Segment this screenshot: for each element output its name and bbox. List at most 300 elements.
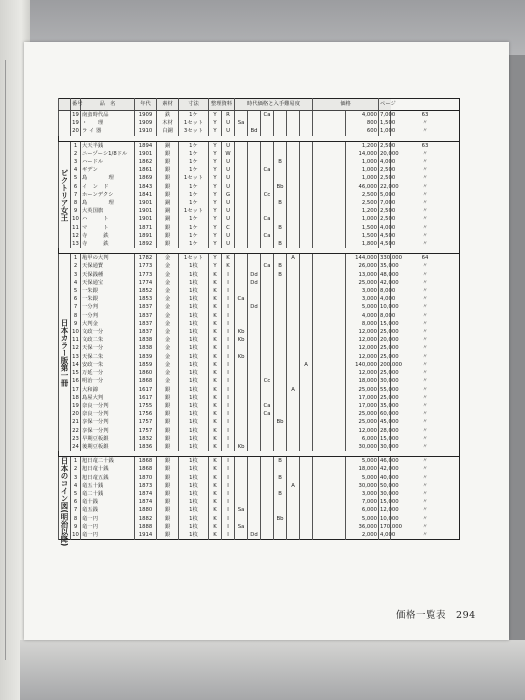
- table-cell: [261, 312, 274, 320]
- table-cell: 銀: [157, 418, 179, 426]
- table-cell: 1ケ: [179, 215, 209, 223]
- table-row: [59, 344, 460, 352]
- table-cell: [274, 232, 287, 240]
- table-cell: 銀: [157, 457, 179, 466]
- table-cell: U: [222, 215, 235, 223]
- table-cell: 1837: [135, 328, 157, 336]
- table-row: [59, 377, 460, 385]
- table-cell: 55,000: [380, 386, 399, 393]
- table-cell: I: [222, 427, 235, 435]
- table-cell: 金: [157, 287, 179, 295]
- table-cell: K: [209, 320, 222, 328]
- table-cell: 銀: [157, 394, 179, 402]
- table-cell: 一分判: [81, 303, 135, 311]
- table-cell: 1枚: [179, 482, 209, 490]
- table-cell: I: [222, 303, 235, 311]
- table-cell: 銀: [157, 166, 179, 174]
- table-cell: K: [209, 279, 222, 287]
- table-cell: 26,000: [346, 262, 379, 270]
- table-cell: [261, 240, 274, 248]
- table-cell: B: [274, 199, 287, 207]
- table-cell: 63: [391, 141, 460, 150]
- table-cell: Ca: [261, 166, 274, 174]
- table-cell: [261, 320, 274, 328]
- table-cell: 〃: [391, 303, 460, 311]
- table-cell: [300, 457, 313, 466]
- table-cell: Kb: [235, 443, 248, 451]
- table-cell: K: [209, 498, 222, 506]
- table-cell: [287, 240, 300, 248]
- table-cell: K: [209, 344, 222, 352]
- table-cell: 25,000: [380, 394, 399, 401]
- table-cell: 銀: [157, 465, 179, 473]
- table-cell: 42,000: [380, 466, 399, 473]
- table-cell: 文政一分: [81, 328, 135, 336]
- table-cell: 1901: [135, 199, 157, 207]
- table-cell: 17: [72, 386, 79, 393]
- table-cell: 20,000: [380, 337, 399, 344]
- table-cell: [261, 141, 274, 150]
- table-cell: [274, 465, 287, 473]
- table-cell: [313, 320, 346, 328]
- table-cell: [287, 506, 300, 514]
- table-cell: [248, 427, 261, 435]
- table-row: [59, 515, 460, 523]
- table-cell: [248, 150, 261, 158]
- table-row: [59, 336, 460, 344]
- table-cell: 奈良一分判: [81, 402, 135, 410]
- table-row: [59, 262, 460, 270]
- table-cell: 1839: [135, 353, 157, 361]
- table-cell: 1枚: [179, 279, 209, 287]
- table-cell: [235, 262, 248, 270]
- table-cell: 〃: [391, 435, 460, 443]
- table-cell: 23: [72, 435, 79, 442]
- table-cell: [287, 111, 300, 120]
- table-cell: [300, 224, 313, 232]
- table-cell: 享保一分判: [81, 427, 135, 435]
- table-cell: 40,000: [380, 474, 399, 481]
- table-cell: [235, 386, 248, 394]
- table-row: [59, 183, 460, 191]
- table-cell: [261, 523, 274, 531]
- table-cell: 1ケ: [179, 224, 209, 232]
- table-cell: 18,000: [346, 465, 379, 473]
- table-cell: 1870: [135, 474, 157, 482]
- table-cell: [274, 410, 287, 418]
- table-cell: 3: [71, 271, 81, 279]
- table-cell: 〃: [391, 353, 460, 361]
- table-cell: 9: [71, 320, 81, 328]
- table-cell: [313, 174, 346, 182]
- table-cell: 11: [72, 224, 79, 231]
- table-cell: 1871: [135, 224, 157, 232]
- table-row: [59, 150, 460, 158]
- table-cell: [261, 506, 274, 514]
- table-cell: 1枚: [179, 271, 209, 279]
- table-cell: [261, 174, 274, 182]
- table-cell: Ca: [261, 232, 274, 240]
- table-cell: 1,000: [380, 128, 396, 135]
- table-cell: 6,000: [346, 506, 379, 514]
- table-cell: [261, 158, 274, 166]
- table-cell: [313, 336, 346, 344]
- table-row: [59, 427, 460, 435]
- table-cell: 〃: [391, 224, 460, 232]
- table-cell: [248, 506, 261, 514]
- table-cell: 1枚: [179, 465, 209, 473]
- table-cell: 22: [72, 427, 79, 434]
- table-cell: 1,000: [346, 158, 379, 166]
- table-cell: Dd: [248, 271, 261, 279]
- table-cell: [248, 320, 261, 328]
- table-cell: [287, 369, 300, 377]
- table-cell: [235, 254, 248, 263]
- table-cell: 30,000: [380, 443, 399, 450]
- table-cell: A: [287, 482, 300, 490]
- table-cell: [300, 174, 313, 182]
- table-cell: [261, 271, 274, 279]
- table-cell: [313, 427, 346, 435]
- table-cell: I: [222, 361, 235, 369]
- table-cell: 亀甲の大判: [81, 254, 135, 263]
- table-cell: 1909: [135, 119, 157, 127]
- table-cell: Bb: [274, 515, 287, 523]
- table-cell: ハ ト: [81, 215, 135, 223]
- table-cell: I: [222, 287, 235, 295]
- table-cell: I: [222, 295, 235, 303]
- table-cell: 2: [71, 150, 81, 158]
- table-cell: 1837: [135, 320, 157, 328]
- table-cell: 1862: [135, 158, 157, 166]
- table-cell: 銀: [157, 174, 179, 182]
- table-row: [59, 232, 460, 240]
- table-cell: 1セット: [179, 207, 209, 215]
- table-header-row: [59, 99, 460, 111]
- table-cell: [248, 457, 261, 466]
- table-cell: [287, 119, 300, 127]
- table-cell: 5: [71, 174, 81, 182]
- table-cell: [261, 531, 274, 540]
- table-cell: [248, 111, 261, 120]
- table-cell: 3,000: [346, 287, 379, 295]
- table-cell: 7: [71, 506, 81, 514]
- table-cell: ハードル: [81, 158, 135, 166]
- table-cell: [235, 531, 248, 540]
- table-cell: [287, 158, 300, 166]
- table-cell: 1ケ: [179, 191, 209, 199]
- table-cell: K: [209, 312, 222, 320]
- table-cell: 旭日竜十銭: [81, 465, 135, 473]
- table-cell: 1617: [135, 394, 157, 402]
- table-cell: 4,500: [380, 241, 396, 248]
- table-cell: [300, 490, 313, 498]
- table-cell: 1セット: [179, 174, 209, 182]
- table-cell: 13,000: [346, 271, 379, 279]
- table-cell: Y: [209, 166, 222, 174]
- table-cell: [287, 279, 300, 287]
- table-cell: 12,000: [380, 507, 399, 514]
- table-cell: 4,000: [346, 312, 379, 320]
- table-cell: [300, 254, 313, 263]
- table-cell: 金: [157, 312, 179, 320]
- table-cell: [287, 199, 300, 207]
- table-cell: [274, 506, 287, 514]
- table-cell: 竜一円: [81, 531, 135, 540]
- table-cell: K: [209, 443, 222, 451]
- table-cell: [248, 353, 261, 361]
- table-cell: [235, 312, 248, 320]
- table-cell: 1841: [135, 191, 157, 199]
- table-cell: [300, 443, 313, 451]
- table-row: [59, 386, 460, 394]
- table-cell: 〃: [391, 386, 460, 394]
- table-cell: [300, 394, 313, 402]
- table-cell: 1782: [135, 254, 157, 263]
- table-cell: [274, 531, 287, 540]
- table-cell: 1枚: [179, 506, 209, 514]
- table-cell: 1ケ: [179, 183, 209, 191]
- table-cell: 1859: [135, 361, 157, 369]
- table-cell: 1枚: [179, 498, 209, 506]
- table-cell: [248, 498, 261, 506]
- table-cell: 17,000: [346, 402, 379, 410]
- table-cell: 1ケ: [179, 150, 209, 158]
- table-cell: [287, 523, 300, 531]
- table-cell: [235, 435, 248, 443]
- table-cell: 18,000: [346, 377, 379, 385]
- table-cell: 銀: [157, 443, 179, 451]
- table-cell: 島 理: [81, 199, 135, 207]
- table-cell: 大天半銭: [81, 141, 135, 150]
- table-cell: 金: [157, 344, 179, 352]
- table-row: [59, 141, 460, 150]
- table-cell: 銀: [157, 531, 179, 540]
- table-cell: [248, 465, 261, 473]
- table-cell: 25,000: [346, 410, 379, 418]
- table-cell: [287, 150, 300, 158]
- table-cell: [235, 166, 248, 174]
- table-cell: [300, 199, 313, 207]
- table-cell: [261, 344, 274, 352]
- table-cell: 安政一朱: [81, 361, 135, 369]
- table-cell: [274, 320, 287, 328]
- table-cell: Y: [209, 111, 222, 120]
- table-cell: 8,000: [346, 320, 379, 328]
- table-cell: [235, 482, 248, 490]
- table-cell: 鉄: [157, 111, 179, 120]
- table-cell: K: [209, 377, 222, 385]
- table-cell: 10: [72, 531, 79, 538]
- table-cell: 46,000: [380, 458, 399, 465]
- table-cell: 〃: [391, 482, 460, 490]
- table-cell: [274, 215, 287, 223]
- table-cell: 5: [71, 287, 81, 295]
- table-cell: 3,000: [346, 490, 379, 498]
- table-cell: 〃: [391, 402, 460, 410]
- table-cell: 〃: [391, 328, 460, 336]
- table-cell: [313, 465, 346, 473]
- table-cell: [235, 361, 248, 369]
- table-cell: [300, 295, 313, 303]
- table-cell: [300, 377, 313, 385]
- table-cell: I: [222, 523, 235, 531]
- table-cell: 1枚: [179, 402, 209, 410]
- table-cell: K: [209, 427, 222, 435]
- table-cell: [300, 435, 313, 443]
- table-cell: 8,000: [380, 312, 396, 319]
- table-cell: 1枚: [179, 353, 209, 361]
- table-row: [59, 506, 460, 514]
- table-cell: [300, 344, 313, 352]
- table-cell: 奈良一分判: [81, 410, 135, 418]
- table-cell: 15,000: [380, 320, 399, 327]
- table-cell: 〃: [391, 498, 460, 506]
- table-cell: 1,500: [380, 120, 396, 127]
- table-cell: A: [287, 386, 300, 394]
- table-cell: 1868: [135, 377, 157, 385]
- table-cell: [287, 474, 300, 482]
- table-cell: 8: [71, 312, 81, 320]
- table-row: [59, 271, 460, 279]
- table-cell: [287, 402, 300, 410]
- table-cell: [235, 377, 248, 385]
- table-row: [59, 174, 460, 182]
- table-cell: [248, 174, 261, 182]
- table-cell: 13: [72, 241, 79, 248]
- table-cell: [313, 287, 346, 295]
- table-cell: 10,000: [380, 304, 399, 311]
- table-cell: 天保通寳: [81, 262, 135, 270]
- table-cell: [274, 127, 287, 135]
- table-cell: [248, 141, 261, 150]
- table-cell: 12,000: [346, 328, 379, 336]
- table-cell: 5,000: [346, 457, 379, 466]
- table-cell: [248, 418, 261, 426]
- table-cell: Bd: [248, 127, 261, 135]
- table-cell: 2,500: [346, 191, 379, 199]
- table-cell: 8,000: [380, 288, 396, 295]
- table-cell: [287, 457, 300, 466]
- table-cell: 46,000: [346, 183, 379, 191]
- table-cell: 1774: [135, 279, 157, 287]
- table-cell: [287, 215, 300, 223]
- table-cell: [300, 141, 313, 150]
- table-row: [59, 240, 460, 248]
- table-cell: 金: [157, 336, 179, 344]
- table-cell: [287, 262, 300, 270]
- table-cell: 〃: [391, 158, 460, 166]
- table-row: [59, 418, 460, 426]
- table-cell: 1892: [135, 240, 157, 248]
- background-bottom: [20, 640, 525, 700]
- table-cell: [313, 410, 346, 418]
- table-cell: 〃: [391, 506, 460, 514]
- table-cell: 64: [391, 254, 460, 263]
- table-cell: 〃: [391, 474, 460, 482]
- table-cell: 天保通宝: [81, 279, 135, 287]
- table-cell: [313, 254, 346, 263]
- table-cell: [274, 312, 287, 320]
- table-cell: [313, 353, 346, 361]
- table-cell: 4,000: [346, 111, 379, 120]
- table-cell: [235, 320, 248, 328]
- table-cell: [287, 224, 300, 232]
- table-cell: [313, 402, 346, 410]
- table-cell: 〃: [391, 465, 460, 473]
- table-cell: [235, 141, 248, 150]
- table-cell: [287, 320, 300, 328]
- table-cell: 18: [72, 394, 79, 401]
- table-cell: 銀: [157, 232, 179, 240]
- book-page-stack: [5, 60, 26, 660]
- table-cell: [261, 287, 274, 295]
- table-cell: 25,000: [380, 353, 399, 360]
- table-row: [59, 254, 460, 263]
- table-cell: [300, 111, 313, 120]
- table-cell: I: [222, 279, 235, 287]
- table-cell: 21: [72, 419, 79, 426]
- table-cell: Sa: [235, 523, 248, 531]
- table-cell: 6: [71, 498, 81, 506]
- table-cell: [300, 158, 313, 166]
- table-cell: 4: [71, 166, 81, 174]
- table-cell: [235, 240, 248, 248]
- table-cell: 12,000: [346, 369, 379, 377]
- table-cell: K: [209, 482, 222, 490]
- table-cell: 1枚: [179, 457, 209, 466]
- table-cell: 1枚: [179, 262, 209, 270]
- table-cell: 〃: [391, 295, 460, 303]
- table-cell: Ca: [261, 410, 274, 418]
- table-cell: 36,000: [346, 523, 379, 531]
- table-cell: 42,000: [380, 279, 399, 286]
- table-cell: 12: [72, 232, 79, 239]
- table-cell: 1,500: [346, 232, 379, 240]
- table-cell: I: [222, 344, 235, 352]
- table-cell: I: [222, 402, 235, 410]
- table-cell: [274, 295, 287, 303]
- table-cell: [248, 183, 261, 191]
- table-cell: [261, 328, 274, 336]
- table-cell: I: [222, 336, 235, 344]
- table-cell: U: [222, 141, 235, 150]
- table-row: [59, 394, 460, 402]
- table-cell: 金: [157, 369, 179, 377]
- table-cell: [261, 443, 274, 451]
- table-cell: 1枚: [179, 394, 209, 402]
- table-cell: Y: [209, 158, 222, 166]
- table-cell: 1852: [135, 287, 157, 295]
- table-cell: ・ 理: [81, 119, 135, 127]
- table-cell: 1882: [135, 515, 157, 523]
- table-cell: 144,000: [346, 254, 379, 263]
- table-cell: [274, 344, 287, 352]
- table-cell: 1枚: [179, 386, 209, 394]
- table-cell: 25,000: [346, 279, 379, 287]
- table-cell: 銀: [157, 474, 179, 482]
- table-cell: 12,000: [346, 344, 379, 352]
- table-cell: [248, 295, 261, 303]
- table-cell: 1873: [135, 482, 157, 490]
- table-cell: 19: [72, 402, 79, 409]
- table-row: [59, 353, 460, 361]
- table-cell: I: [222, 457, 235, 466]
- table-cell: [261, 386, 274, 394]
- table-cell: [274, 427, 287, 435]
- table-cell: 2,500: [380, 208, 396, 215]
- table-cell: [313, 344, 346, 352]
